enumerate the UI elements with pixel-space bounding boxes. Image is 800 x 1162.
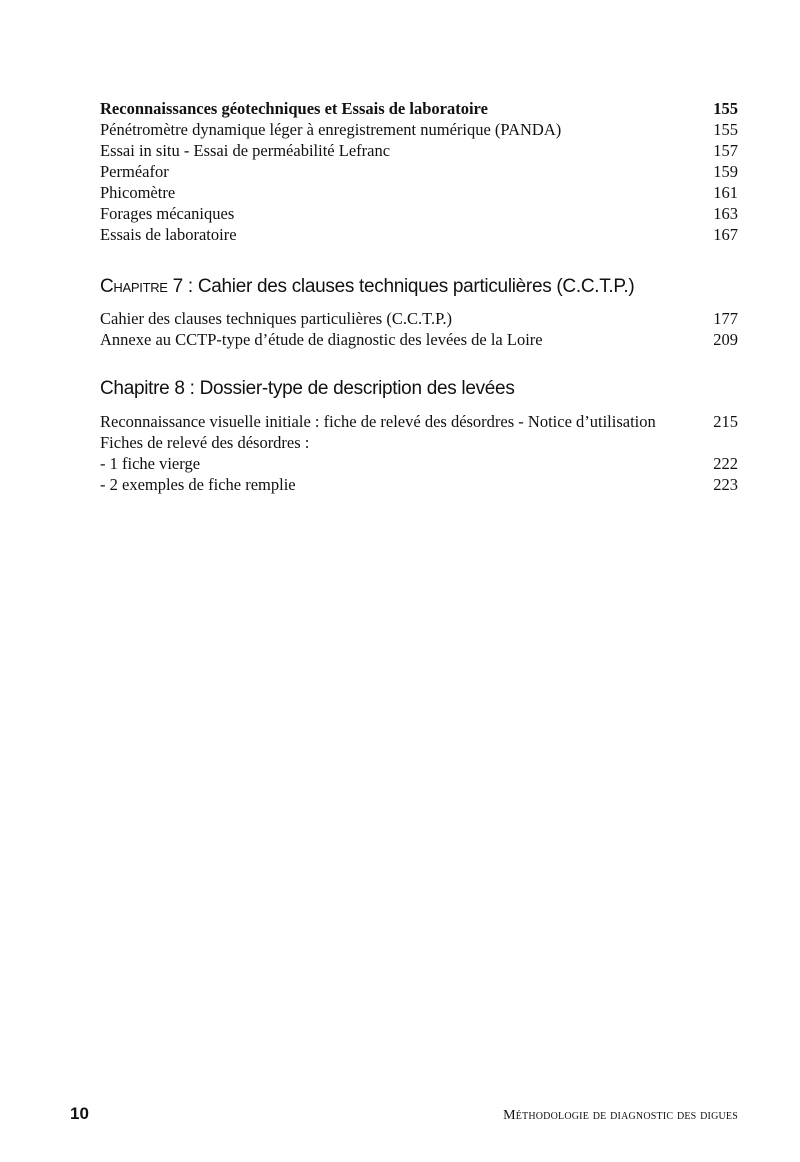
toc-entry-page: 215 xyxy=(713,412,738,431)
toc-entry xyxy=(100,329,738,350)
toc-entry-title: Essai in situ - Essai de perméabilité Lefranc xyxy=(100,141,391,160)
chapter-8-heading xyxy=(100,378,515,400)
toc-entry-title: Cahier des clauses techniques particulières (C.C.T.P.) xyxy=(100,309,453,328)
page-footer xyxy=(70,1104,738,1124)
toc-entry-page: 155 xyxy=(713,120,738,139)
toc-entry xyxy=(100,308,738,329)
toc-entry-title: Pénétromètre dynamique léger à enregistrement numérique (PANDA) xyxy=(100,120,562,139)
toc-entry-title: Reconnaissance visuelle initiale : fiche de relevé des désordres - Notice d’utilisation xyxy=(100,412,656,431)
footer-page-number: 10 xyxy=(70,1104,89,1123)
toc-entry xyxy=(100,161,738,182)
chapter-8-heading-text: Chapitre 8 : Dossier-type de description des levées xyxy=(100,378,515,399)
footer-book-title: Méthodologie de diagnostic des digues xyxy=(503,1108,738,1123)
toc-entry-title: Forages mécaniques xyxy=(100,204,235,223)
toc-section-cctp xyxy=(100,308,738,350)
toc-entry xyxy=(100,203,738,224)
toc-entry-title: Phicomètre xyxy=(100,183,176,202)
toc-entry-page: 157 xyxy=(713,141,738,160)
toc-entry xyxy=(100,474,738,495)
toc-entry-title: Annexe au CCTP-type d’étude de diagnostic des levées de la Loire xyxy=(100,330,543,349)
toc-entry-title: Fiches de relevé des désordres : xyxy=(100,433,310,452)
toc-entry-page: 159 xyxy=(713,162,738,181)
toc-entry-title: Reconnaissances géotechniques et Essais de laboratoire xyxy=(100,99,488,118)
toc-entry-page: 209 xyxy=(713,330,738,349)
toc-section-geotechnique xyxy=(100,98,738,245)
toc-entry xyxy=(100,453,738,474)
toc-entry-page: 222 xyxy=(713,454,738,473)
toc-section-dossier xyxy=(100,411,738,495)
toc-entry-page: 177 xyxy=(713,309,738,328)
toc-entry xyxy=(100,98,738,119)
toc-entry-page: 167 xyxy=(713,225,738,244)
toc-entry xyxy=(100,140,738,161)
toc-entry xyxy=(100,119,738,140)
toc-entry-title: Essais de laboratoire xyxy=(100,225,237,244)
toc-entry-title: Perméafor xyxy=(100,162,169,181)
chapter-7-heading-text: 7 : Cahier des clauses techniques particulières (C.C.T.P.) xyxy=(167,276,635,297)
toc-entry-page: 155 xyxy=(713,99,738,118)
chapter-7-heading xyxy=(100,276,634,298)
toc-entry-page: 223 xyxy=(713,475,738,494)
toc-entry xyxy=(100,224,738,245)
toc-entry xyxy=(100,182,738,203)
toc-entry-page: 163 xyxy=(713,204,738,223)
toc-entry-title: - 1 fiche vierge xyxy=(100,454,201,473)
toc-entry xyxy=(100,411,738,432)
toc-entry xyxy=(100,432,738,453)
chapter-7-heading-prefix: Chapitre xyxy=(100,276,168,297)
toc-entry-title: - 2 exemples de fiche remplie xyxy=(100,475,296,494)
toc-entry-page: 161 xyxy=(713,183,738,202)
